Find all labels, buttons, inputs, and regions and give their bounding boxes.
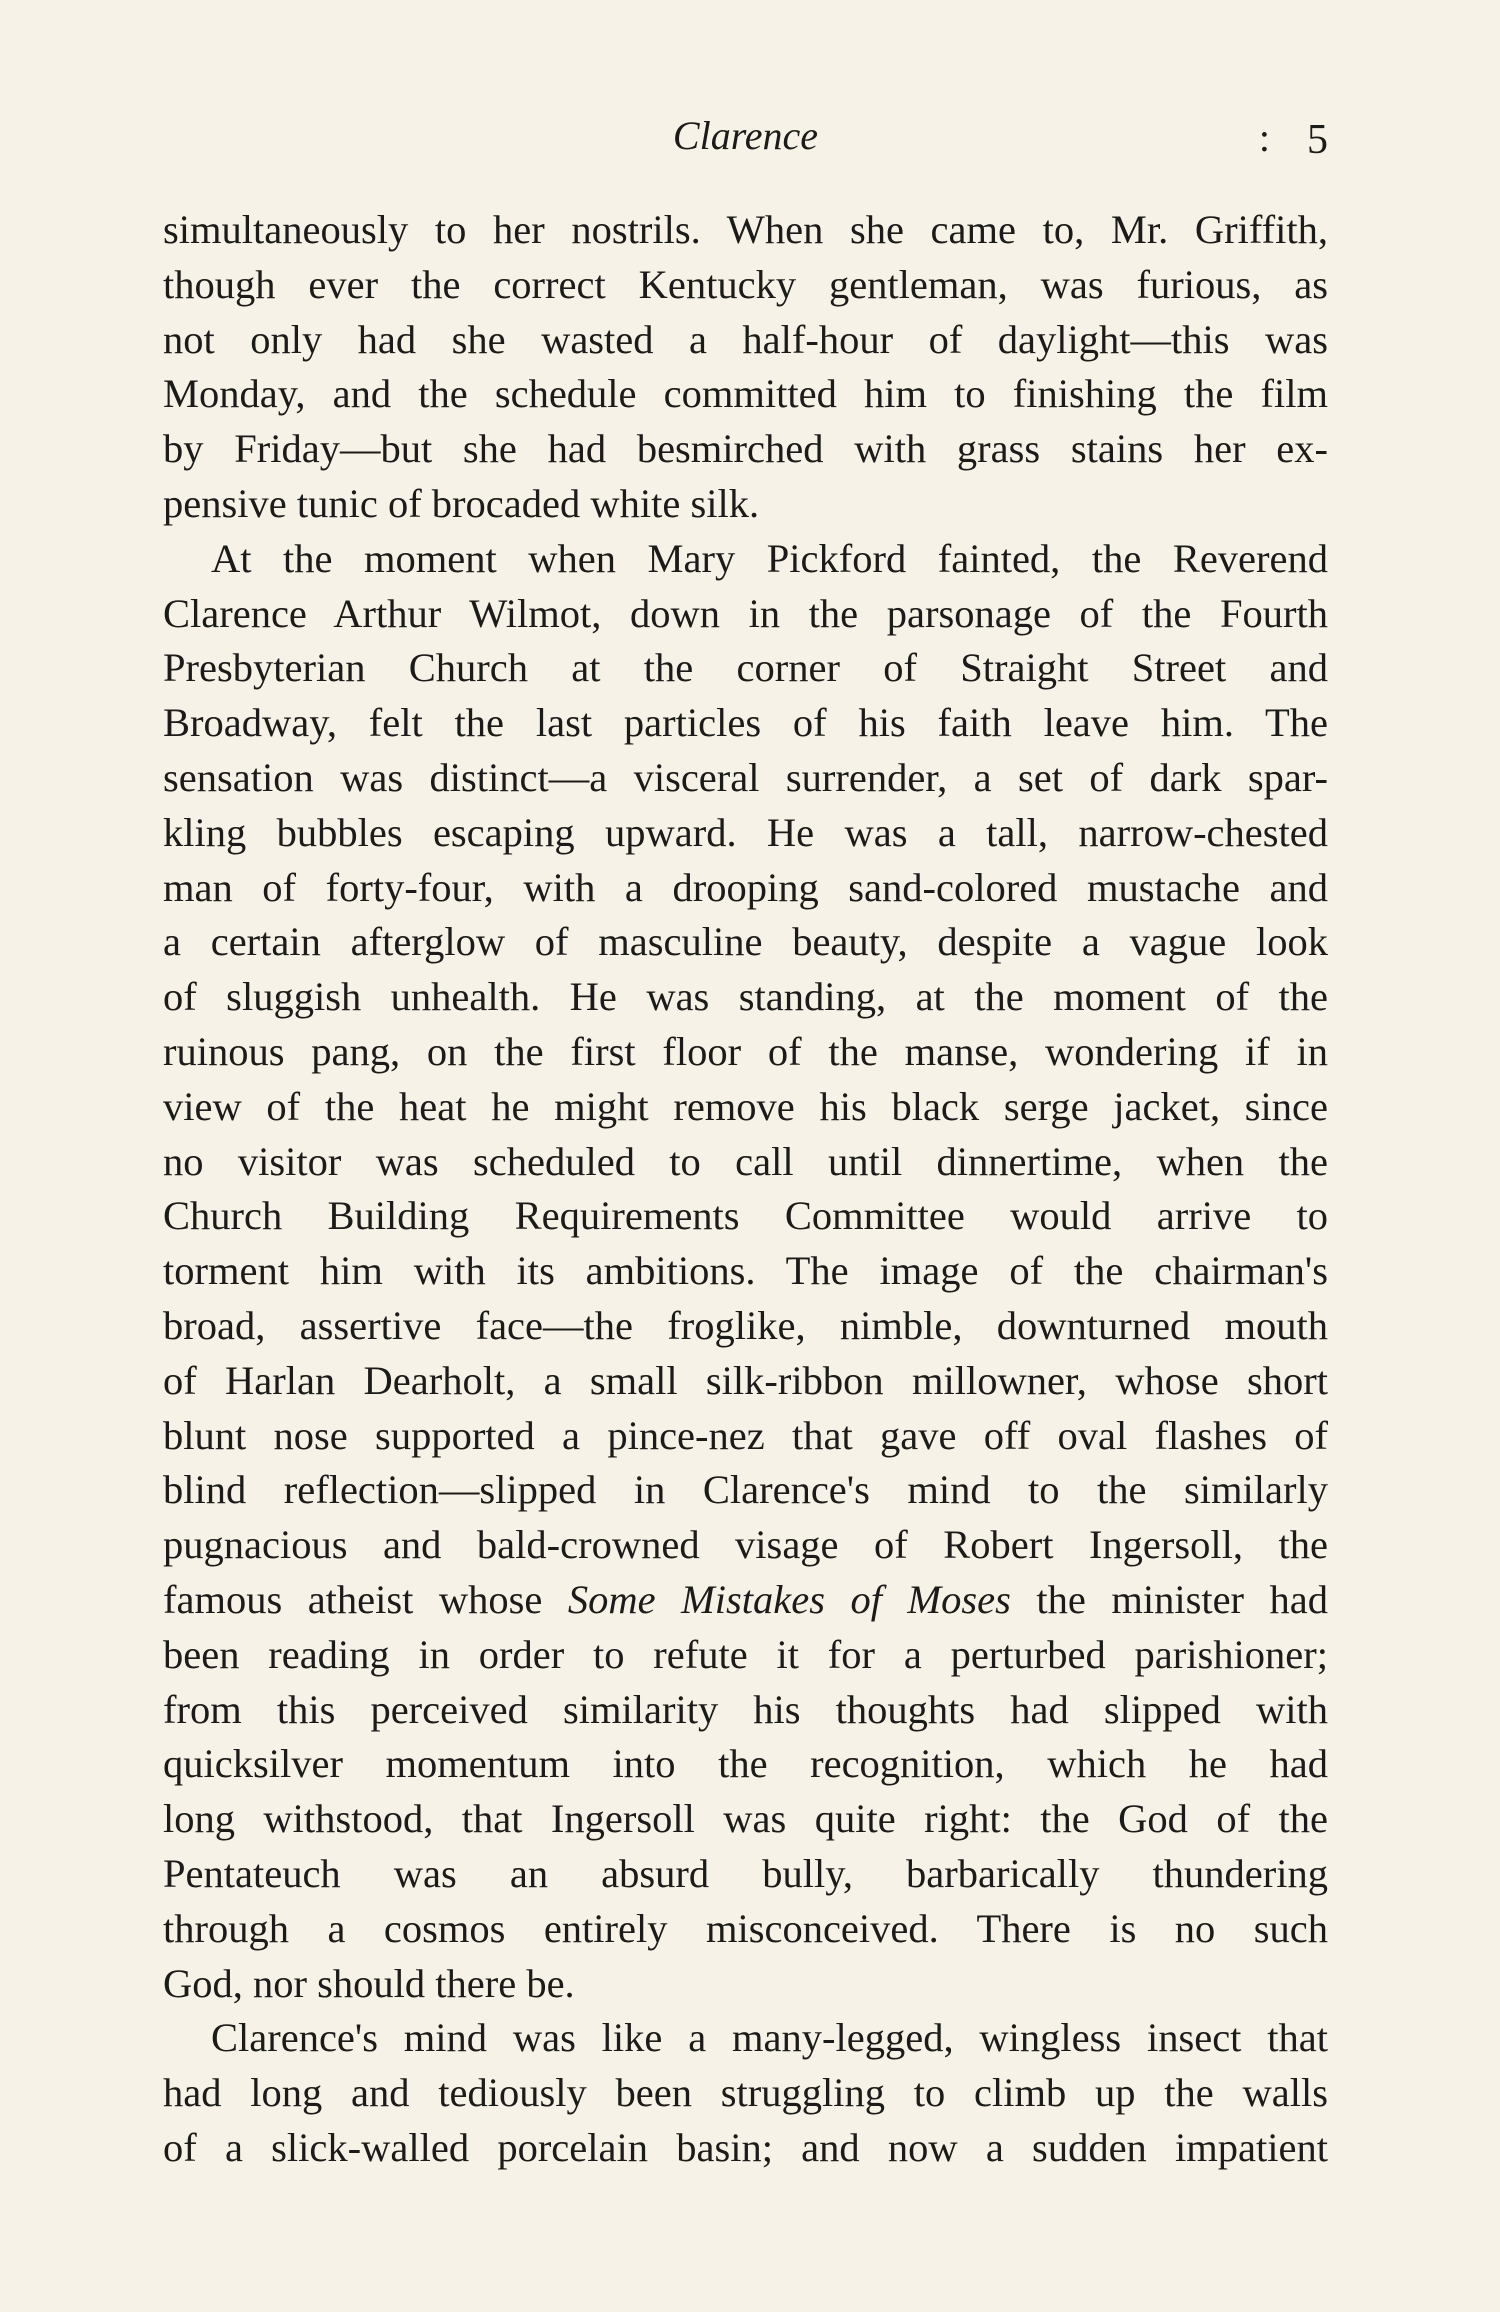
text-line: view of the heat he might remove his black serge jacket, since [163,1083,1328,1129]
text-line: Clarence's mind was like a many-legged, wingless insect that [211,2015,1328,2061]
text-line: not only had she wasted a half-hour of daylight—this was [163,316,1328,362]
text-line: blind reflection—slipped in Clarence's mind to the similarly [163,1467,1328,1513]
text-line: by Friday—but she had besmirched with grass stains her ex- [163,426,1328,472]
text-line: ruinous pang, on the first floor of the manse, wondering if in [163,1028,1328,1074]
text-line: long withstood, that Ingersoll was quite right: the God of the [163,1796,1328,1842]
text-line: pensive tunic of brocaded white silk. [163,480,760,526]
text-segment: the minister had [1010,1576,1328,1622]
text-line: Clarence Arthur Wilmot, down in the parsonage of the Fourth [163,590,1328,636]
text-line: Pentateuch was an absurd bully, barbarically thundering [163,1850,1328,1896]
text-line: blunt nose supported a pince-nez that gave off oval flashes of [163,1412,1328,1458]
page-number: 5 [1307,117,1328,163]
text-line [163,1573,1328,1628]
text-line: no visitor was scheduled to call until dinnertime, when the [163,1138,1328,1184]
text-line: quicksilver momentum into the recognition, which he had [163,1741,1328,1787]
text-segment: famous atheist whose [163,1576,568,1622]
text-line: man of forty-four, with a drooping sand-colored mustache and [163,864,1328,910]
text-line: God, nor should there be. [163,1960,575,2006]
running-head [163,112,1328,172]
text-line: of a slick-walled porcelain basin; and now a sudden impatient [163,2124,1328,2170]
text-line: Monday, and the schedule committed him to finishing the film [163,371,1328,417]
text-line: kling bubbles escaping upward. He was a tall, narrow-chested [163,809,1328,855]
running-title: Clarence [672,113,819,158]
text-line: At the moment when Mary Pickford fainted, the Reverend [211,535,1328,581]
text-line: from this perceived similarity his thoughts had slipped with [163,1686,1328,1732]
text-line: sensation was distinct—a visceral surrender, a set of dark spar- [163,754,1328,800]
text-line: though ever the correct Kentucky gentleman, was furious, as [163,261,1328,307]
text-line: a certain afterglow of masculine beauty, despite a vague look [163,919,1328,965]
text-line: Church Building Requirements Committee would arrive to [163,1193,1328,1239]
text-line: had long and tediously been struggling to climb up the walls [163,2070,1328,2116]
text-line: broad, assertive face—the froglike, nimble, downturned mouth [163,1302,1328,1348]
body-text [163,203,1328,2176]
header-separator: : [1258,115,1270,160]
text-line: through a cosmos entirely misconceived. There is no such [163,1905,1328,1951]
text-line: of Harlan Dearholt, a small silk-ribbon millowner, whose short [163,1357,1328,1403]
text-line: pugnacious and bald-crowned visage of Robert Ingersoll, the [163,1522,1328,1568]
book-title-italic: Some Mistakes of Moses [567,1576,1011,1622]
text-line: been reading in order to refute it for a perturbed parishioner; [163,1631,1328,1677]
text-line: Broadway, felt the last particles of his faith leave him. The [163,700,1328,746]
text-line: of sluggish unhealth. He was standing, at the moment of the [163,974,1328,1020]
text-line: simultaneously to her nostrils. When she came to, Mr. Griffith, [163,207,1328,252]
text-line: Presbyterian Church at the corner of Straight Street and [163,645,1328,691]
text-line: torment him with its ambitions. The image of the chairman's [163,1248,1328,1294]
